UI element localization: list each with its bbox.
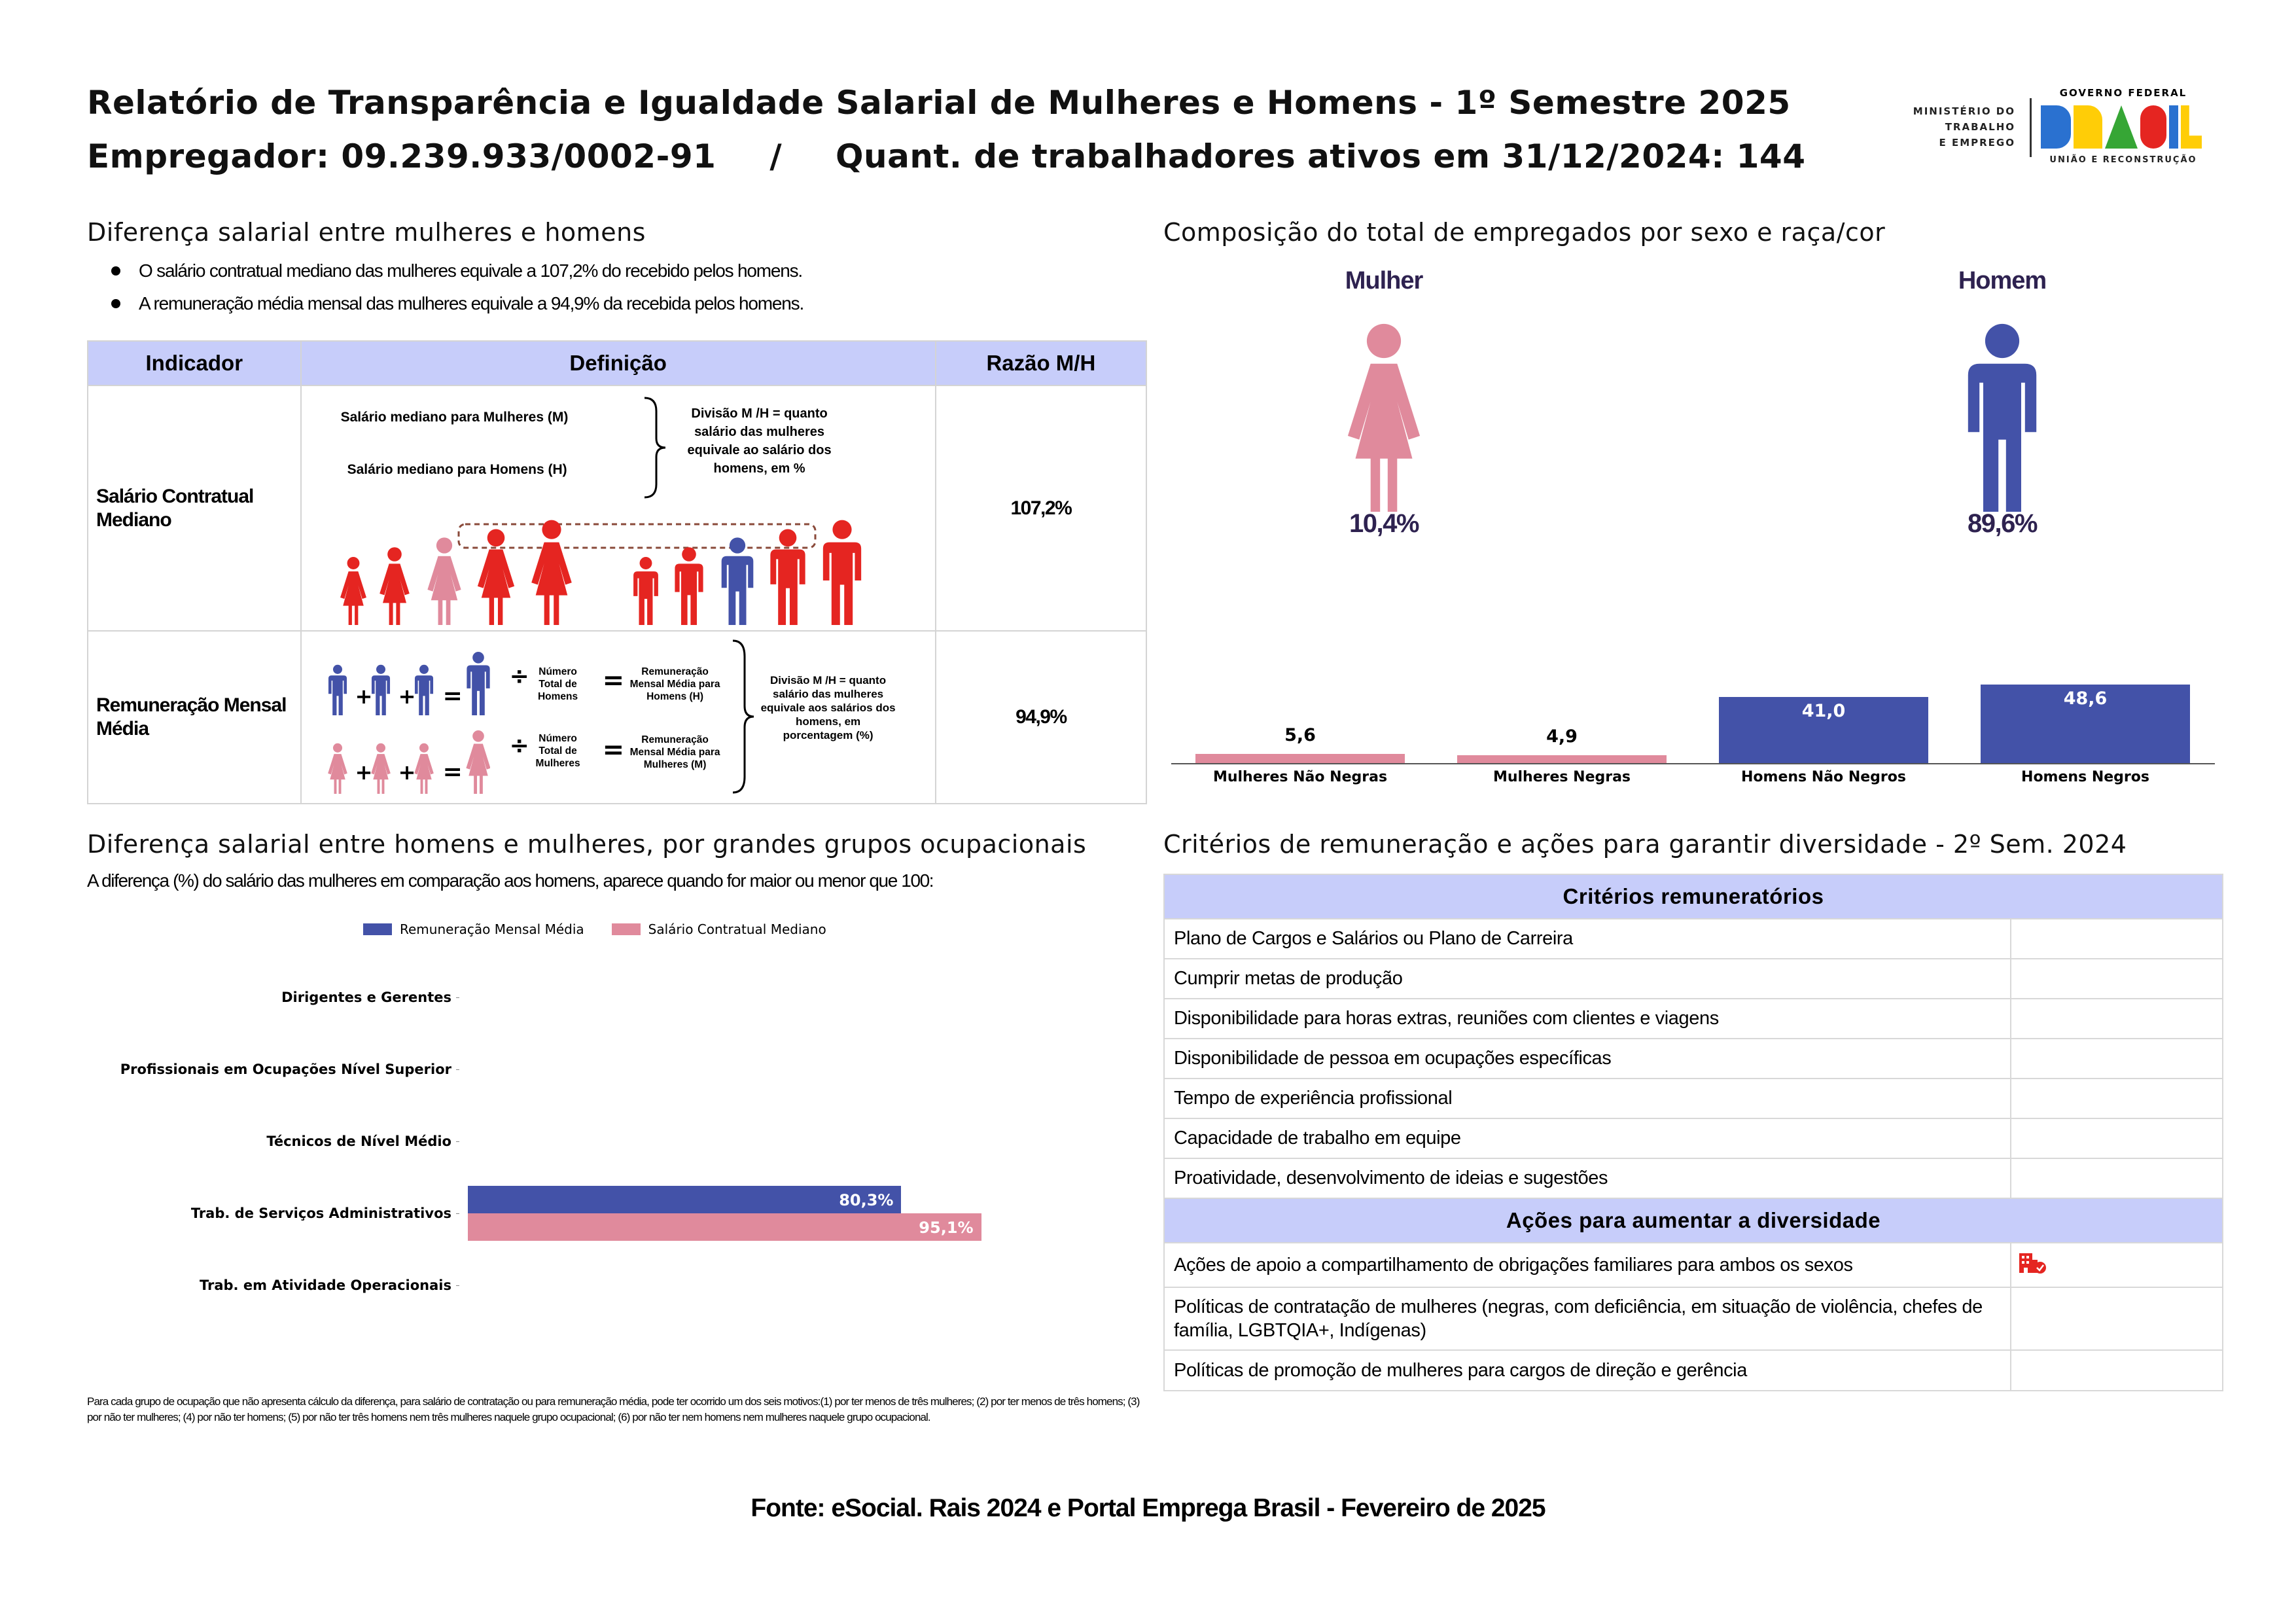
action-item: Políticas de promoção de mulheres para cargos de direção e gerência	[1164, 1350, 2011, 1391]
divide-men: ÷	[509, 663, 529, 690]
separator: /	[769, 137, 783, 175]
bar-admin-remuneration	[468, 1186, 901, 1213]
employer-line	[87, 137, 1806, 175]
legend-swatch-contract	[612, 923, 641, 935]
rem-men: Remuneração Mensal Média para Homens (H)	[629, 666, 720, 702]
bar-admin-contract	[468, 1213, 981, 1241]
row-remuneration-definition	[301, 631, 936, 804]
salary-diff-heading: Diferença salarial entre mulheres e homens	[87, 218, 646, 247]
men-pct: 89,6%	[1968, 509, 2037, 538]
composition-heading: Composição do total de empregados por sexo e raça/cor	[1163, 218, 1886, 247]
source-text: Fonte: eSocial. Rais 2024 e Portal Emprega Brasil - Fevereiro de 2025	[751, 1494, 1545, 1522]
ministry-logo	[1891, 103, 2015, 151]
composition-chart	[1171, 576, 2215, 792]
occupational-heading: Diferença salarial entre homens e mulheres, por grandes grupos ocupacionais	[87, 830, 1087, 859]
y-label-higher-ed: Profissionais em Ocupações Nível Superior	[120, 1061, 451, 1077]
plus-women-1: +	[355, 760, 373, 785]
criteria-item: Disponibilidade para horas extras, reuniões com clientes e viagens	[1164, 999, 2011, 1039]
value-label-men-black: 48,6	[2063, 688, 2108, 709]
chart-baseline	[1171, 763, 2215, 764]
criteria-heading: Critérios de remuneração e ações para garantir diversidade - 2º Sem. 2024	[1163, 830, 2127, 859]
y-label-technicians: Técnicos de Nível Médio	[266, 1133, 451, 1149]
criteria-mark	[2011, 1079, 2223, 1118]
tick	[456, 1141, 459, 1142]
value-label-men-non-black: 41,0	[1801, 700, 1846, 721]
employer-label: Empregador: 09.239.933/0002-91	[87, 137, 716, 175]
gov-word-mark	[2038, 101, 2208, 154]
criteria-mark	[2011, 1039, 2223, 1079]
ratio-remuneration: 94,9%	[936, 631, 1146, 804]
value-label-women-black: 4,9	[1546, 726, 1578, 747]
chart-legend	[363, 921, 826, 937]
plus-men-2: +	[398, 684, 416, 709]
y-label-operational: Trab. em Atividade Operacionais	[199, 1277, 451, 1293]
action-mark	[2011, 1350, 2223, 1391]
criteria-mark	[2011, 959, 2223, 999]
legend-swatch-remuneration	[363, 923, 392, 935]
criteria-header: Critérios remuneratórios	[1164, 874, 2223, 919]
equals-men: =	[442, 683, 463, 709]
footnote: Para cada grupo de ocupação que não apresenta cálculo da diferença, para salário de contratação ou para remuneração média, pode ter ocorrido um dos seis motivos:(1) por ter menos de três mulheres; (2) por ter menos de três homens; (3) por não ter mulheres; (4) por não ter homens; (5) por não ter três homens nem três mulheres naquele grupo ocupacional; (6) por não ter nem homens nem mulheres naquele grupo ocupacional.	[87, 1395, 1140, 1423]
legend-remuneration: Remuneração Mensal Média	[400, 921, 584, 937]
num-total-women: Número Total de Mulheres	[535, 733, 580, 769]
x-label-men-black: Homens Negros	[2021, 769, 2149, 785]
criteria-item: Proatividade, desenvolvimento de ideias e sugestões	[1164, 1158, 2011, 1198]
def-division-contract: Divisão M /H = quanto salário das mulheres equivale ao salário dos homens, em %	[687, 406, 832, 476]
def-division-remuneration: Divisão M /H = quanto salário das mulheres equivale aos salários dos homens, em porcentagem (%)	[760, 674, 896, 741]
criteria-item: Capacidade de trabalho em equipe	[1164, 1118, 2011, 1158]
bar-women-black	[1457, 755, 1667, 763]
x-label-women-non-black: Mulheres Não Negras	[1212, 769, 1388, 785]
row-contract-definition	[301, 385, 936, 631]
col-indicator: Indicador	[88, 341, 301, 385]
plus-women-2: +	[398, 760, 416, 785]
bullet-avg-remuneration: A remuneração média mensal das mulheres equivale a 94,9% da recebida pelos homens.	[139, 293, 804, 313]
man-icon	[1947, 322, 2058, 512]
action-item: Ações de apoio a compartilhamento de obrigações familiares para ambos os sexos	[1164, 1243, 2011, 1287]
criteria-item: Cumprir metas de produção	[1164, 959, 2011, 999]
ministry-line1: MINISTÉRIO DO	[1913, 105, 2015, 117]
y-label-managers: Dirigentes e Gerentes	[281, 990, 451, 1005]
col-ratio: Razão M/H	[936, 341, 1146, 385]
tick	[456, 1285, 459, 1286]
brace-icon-2	[730, 638, 756, 795]
equals-women: =	[442, 758, 463, 785]
workers-label: Quant. de trabalhadores ativos em 31/12/2024: 144	[836, 137, 1806, 175]
action-mark	[2011, 1287, 2223, 1350]
row-remuneration-name: Remuneração Mensal Média	[88, 631, 301, 804]
criteria-mark	[2011, 1158, 2223, 1198]
rem-women: Remuneração Mensal Média para Mulheres (M)	[629, 734, 720, 770]
equals-men-2: =	[602, 666, 625, 696]
legend-contract: Salário Contratual Mediano	[648, 921, 826, 937]
num-total-men: Número Total de Homens	[537, 666, 578, 702]
ratio-contract: 107,2%	[936, 385, 1146, 631]
tick	[456, 1069, 459, 1070]
x-label-men-non-black: Homens Não Negros	[1741, 769, 1906, 785]
brace-icon	[642, 395, 668, 500]
divide-women: ÷	[509, 732, 529, 759]
def-men-median: Salário mediano para Homens (H)	[347, 462, 567, 477]
logo-divider	[2030, 98, 2032, 157]
plus-men-1: +	[355, 684, 373, 709]
woman-icon	[1328, 322, 1439, 512]
criteria-mark	[2011, 919, 2223, 959]
value-label-women-non-black: 5,6	[1284, 725, 1316, 746]
criteria-table	[1163, 874, 2223, 1391]
action-item: Políticas de contratação de mulheres (negras, com deficiência, em situação de violência, chefes de família, LGBTQIA+, Indígenas)	[1164, 1287, 2011, 1350]
people-median-illustration	[328, 514, 910, 628]
def-women-median: Salário mediano para Mulheres (M)	[340, 410, 569, 425]
tick	[456, 1213, 459, 1214]
criteria-mark	[2011, 999, 2223, 1039]
women-label: Mulher	[1345, 267, 1423, 294]
col-definition: Definição	[301, 341, 936, 385]
ministry-line2: TRABALHO	[1945, 121, 2015, 133]
criteria-item: Plano de Cargos e Salários ou Plano de Carreira	[1164, 919, 2011, 959]
row-contract-name: Salário Contratual Mediano	[88, 385, 301, 631]
company-check-icon	[2017, 1249, 2048, 1275]
indicator-table	[87, 340, 1147, 804]
tick	[456, 997, 459, 998]
bar-label-admin-contract: 95,1%	[919, 1219, 974, 1237]
criteria-item: Tempo de experiência profissional	[1164, 1079, 2011, 1118]
y-label-admin: Trab. de Serviços Administrativos	[190, 1205, 451, 1221]
criteria-mark	[2011, 1118, 2223, 1158]
ministry-line3: E EMPREGO	[1939, 137, 2015, 149]
x-label-women-black: Mulheres Negras	[1492, 769, 1631, 785]
report-title: Relatório de Transparência e Igualdade Salarial de Mulheres e Homens - 1º Semestre 2025	[87, 84, 1791, 122]
gov-top-text: GOVERNO FEDERAL	[2059, 87, 2187, 99]
equals-women-2: =	[602, 735, 625, 765]
criteria-item: Disponibilidade de pessoa em ocupações específicas	[1164, 1039, 2011, 1079]
bullet-contract-salary: O salário contratual mediano das mulheres equivale a 107,2% do recebido pelos homens.	[139, 260, 803, 281]
occupational-chart	[85, 969, 1145, 1335]
men-label: Homem	[1958, 267, 2047, 294]
gov-bottom-text: UNIÃO E RECONSTRUÇÃO	[2049, 155, 2197, 165]
bar-label-admin-remuneration: 80,3%	[839, 1191, 894, 1209]
women-pct: 10,4%	[1349, 509, 1419, 538]
gov-logo	[2038, 87, 2208, 165]
occupational-subtitle: A diferença (%) do salário das mulheres em comparação aos homens, aparece quando for maior ou menor que 100:	[87, 870, 934, 891]
action-mark	[2011, 1243, 2223, 1287]
bar-women-non-black	[1195, 754, 1405, 763]
actions-header: Ações para aumentar a diversidade	[1164, 1198, 2223, 1243]
